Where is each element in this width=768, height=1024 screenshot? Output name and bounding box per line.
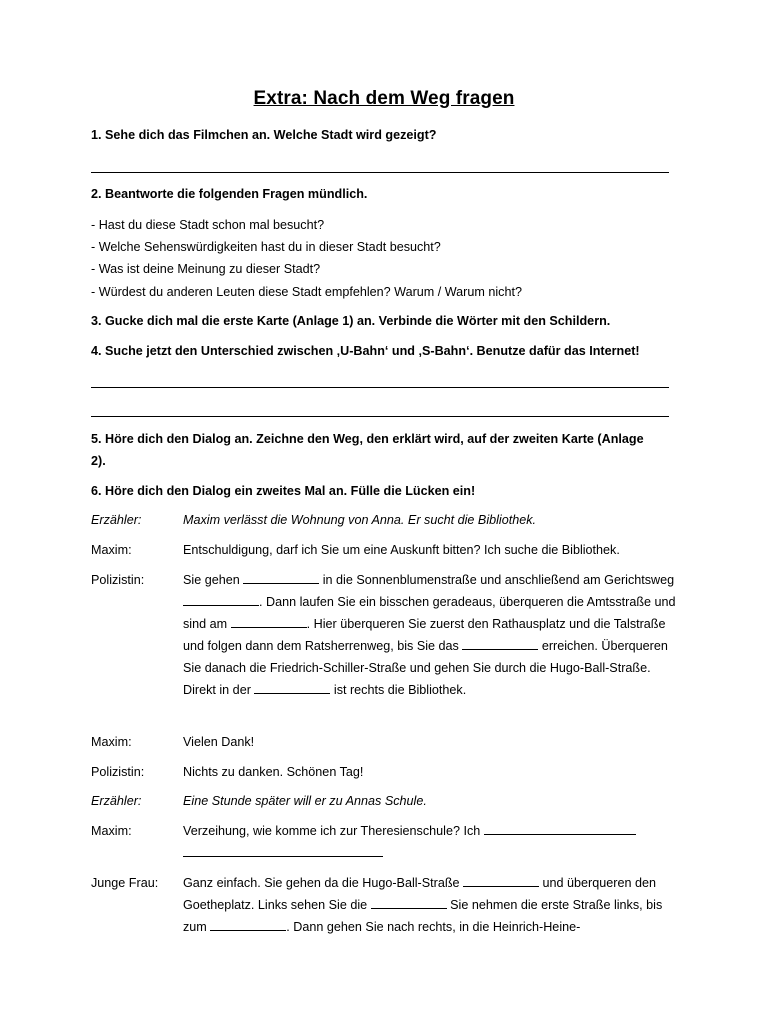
dialog-7-text: Verzeihung, wie komme ich zur Theresienschule? Ich [183, 824, 481, 838]
dialog-3-part-5: erreichen. Überqueren Sie danach die Friedrich-Schiller-Straße und gehen Sie durch die Hugo-Ball-Straße. Direkt in der [183, 639, 668, 697]
dialog-line-7 [183, 820, 678, 864]
gap-blank-2[interactable] [183, 593, 259, 606]
question-1: 1. Sehe dich das Filmchen an. Welche Stadt wird gezeigt? [91, 128, 437, 142]
dialog-line-8 [183, 872, 678, 938]
speaker-polizistin: Polizistin: [91, 573, 145, 587]
speaker-erzaehler-2: Erzähler: [91, 794, 142, 808]
answer-line-q4-2[interactable] [91, 416, 669, 417]
question-3: 3. Gucke dich mal die erste Karte (Anlage 1) an. Verbinde die Wörter mit den Schildern. [91, 314, 611, 328]
gap-blank-5[interactable] [254, 681, 330, 694]
question-5: 5. Höre dich den Dialog an. Zeichne den Weg, den erklärt wird, auf der zweiten Karte (Anlage 2). [91, 432, 644, 468]
q2-item-3: - Was ist deine Meinung zu dieser Stadt? [91, 262, 321, 276]
dialog-3-part-1: Sie gehen [183, 573, 240, 587]
dialog-line-6: Eine Stunde später will er zu Annas Schule. [183, 794, 427, 808]
gap-blank-4[interactable] [462, 637, 538, 650]
dialog-line-1: Maxim verlässt die Wohnung von Anna. Er sucht die Bibliothek. [183, 513, 537, 527]
question-2: 2. Beantworte die folgenden Fragen mündlich. [91, 187, 368, 201]
answer-line-q1[interactable] [91, 172, 669, 173]
answer-line-q4-1[interactable] [91, 387, 669, 388]
gap-blank-1[interactable] [243, 571, 319, 584]
dialog-3-part-3: . Dann laufen Sie ein bisschen geradeaus, überqueren die Amtsstraße und sind am [183, 595, 676, 631]
dialog-8-part-4: . Dann gehen Sie nach rechts, in die Heinrich-Heine- [286, 920, 581, 934]
speaker-polizistin-2: Polizistin: [91, 765, 145, 779]
dialog-3-part-2: in die Sonnenblumenstraße und anschließend am Gerichtsweg [322, 573, 675, 587]
page-title: Extra: Nach dem Weg fragen [253, 88, 515, 109]
speaker-maxim-2: Maxim: [91, 735, 132, 749]
dialog-line-2: Entschuldigung, darf ich Sie um eine Auskunft bitten? Ich suche die Bibliothek. [183, 543, 620, 557]
dialog-8-part-1: Ganz einfach. Sie gehen da die Hugo-Ball-Straße [183, 876, 460, 890]
q2-item-4: - Würdest du anderen Leuten diese Stadt empfehlen? Warum / Warum nicht? [91, 285, 522, 299]
dialog-8-part-3: Sie nehmen die erste Straße links, bis zum [183, 898, 663, 934]
gap-blank-6[interactable] [484, 822, 636, 835]
speaker-maxim-3: Maxim: [91, 824, 132, 838]
dialog-8-part-2: und überqueren den Goetheplatz. Links sehen Sie die [183, 876, 656, 912]
gap-blank-10[interactable] [210, 918, 286, 931]
q2-item-2: - Welche Sehenswürdigkeiten hast du in dieser Stadt besucht? [91, 240, 441, 254]
dialog-3-part-4: . Hier überqueren Sie zuerst den Rathausplatz und die Talstraße und folgen dann dem Ratsherrenweg, bis Sie das [183, 617, 666, 653]
dialog-line-3 [183, 569, 678, 701]
gap-blank-7[interactable] [183, 844, 383, 857]
speaker-maxim: Maxim: [91, 543, 132, 557]
q2-item-1: - Hast du diese Stadt schon mal besucht? [91, 218, 325, 232]
gap-blank-8[interactable] [463, 874, 539, 887]
speaker-junge-frau: Junge Frau: [91, 876, 159, 890]
gap-blank-3[interactable] [231, 615, 307, 628]
question-6: 6. Höre dich den Dialog ein zweites Mal an. Fülle die Lücken ein! [91, 484, 476, 498]
dialog-line-5: Nichts zu danken. Schönen Tag! [183, 765, 364, 779]
dialog-3-part-6: ist rechts die Bibliothek. [333, 683, 467, 697]
speaker-erzaehler: Erzähler: [91, 513, 142, 527]
question-4: 4. Suche jetzt den Unterschied zwischen ‚U-Bahn‘ und ‚S-Bahn‘. Benutze dafür das Internet! [91, 344, 640, 358]
dialog-line-4: Vielen Dank! [183, 735, 255, 749]
gap-blank-9[interactable] [371, 896, 447, 909]
